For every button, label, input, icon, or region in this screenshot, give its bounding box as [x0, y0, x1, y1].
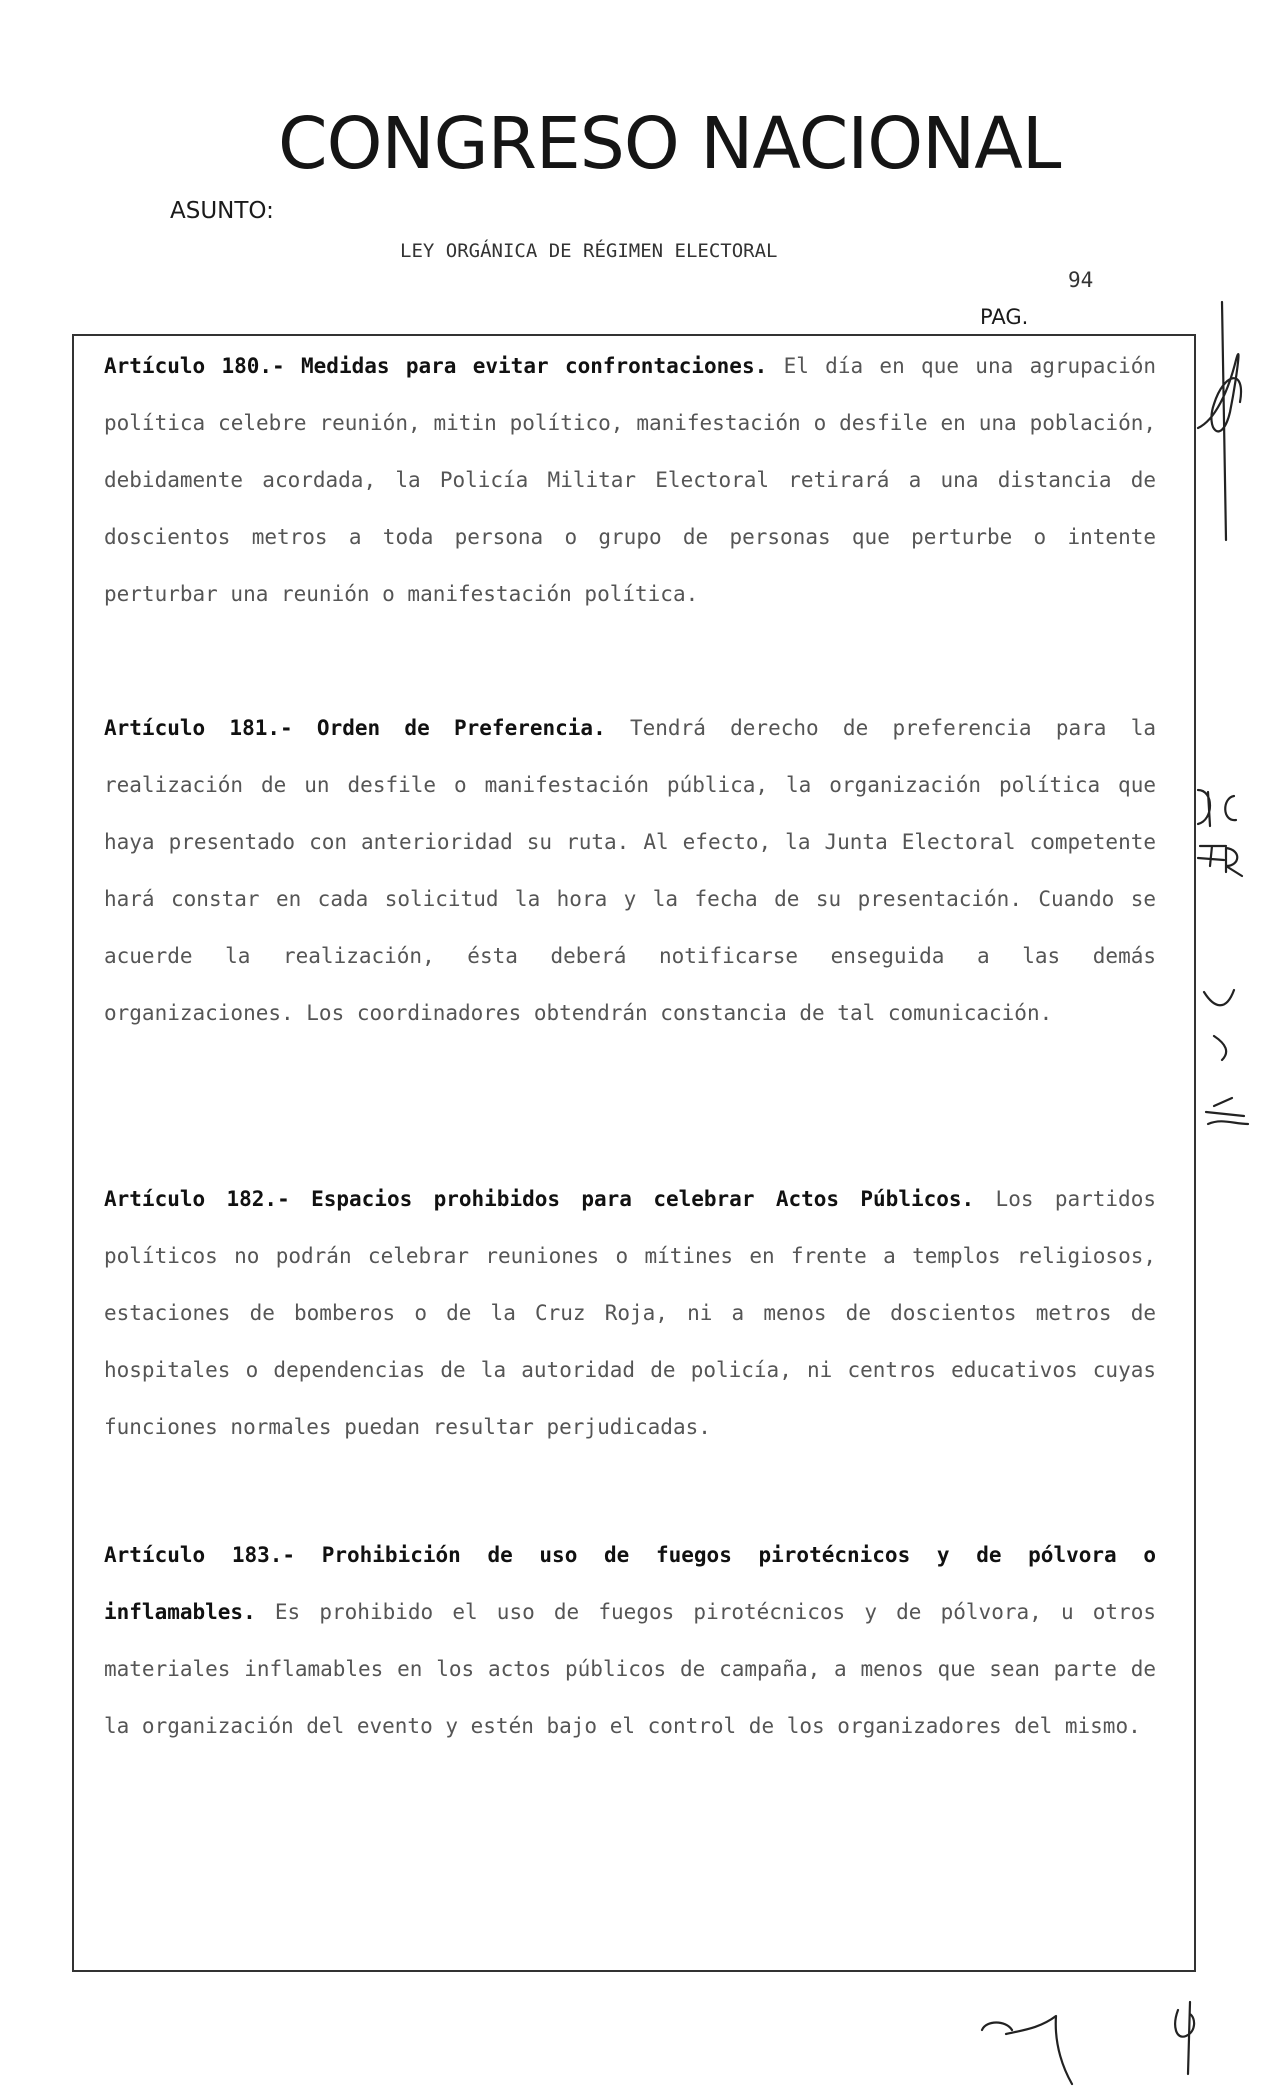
check-mark-2	[1206, 1098, 1248, 1124]
article-body: Los partidos políticos no podrán celebrar reuniones o mítines en frente a templos religiosos, estaciones de bomberos o de la Cruz Roja, ni a menos de doscientos metros de hospitales o dependencias de la autoridad de policía, ni centros educativos cuyas funciones normales puedan resultar perjudicadas.	[104, 1187, 1156, 1439]
article-body: Es prohibido el uso de fuegos pirotécnicos y de pólvora, u otros materiales inflamables en los actos públicos de campaña, a menos que sean parte de la organización del evento y estén bajo el control de los organizadores del mismo.	[104, 1600, 1156, 1738]
document-title: CONGRESO NACIONAL	[278, 102, 1061, 185]
page-number: 94	[1068, 268, 1094, 292]
article-heading: Artículo 180.- Medidas para evitar confrontaciones.	[104, 354, 768, 378]
article-182	[104, 1171, 1156, 1456]
footer-paraph-mark	[1175, 2002, 1194, 2074]
signature-top-right	[1198, 302, 1241, 540]
initials-mark-1	[1198, 790, 1236, 826]
article-body: El día en que una agrupación política celebre reunión, mitin político, manifestación o desfile en una población, debidamente acordada, la Policía Militar Electoral retirará a una distancia de doscientos metros a toda persona o grupo de personas que perturbe o intente perturbar una reunión o manifestación política.	[104, 354, 1156, 606]
article-183	[104, 1527, 1156, 1755]
asunto-label: ASUNTO:	[170, 198, 274, 224]
article-heading: Artículo 182.- Espacios prohibidos para celebrar Actos Públicos.	[104, 1187, 975, 1211]
article-181	[104, 700, 1156, 1042]
article-heading: Artículo 183.- Prohibición de uso de fuegos pirotécnicos y de pólvora o inflamables.	[104, 1543, 1156, 1624]
footer-initials-mark	[982, 2016, 1072, 2084]
asunto-value: LEY ORGÁNICA DE RÉGIMEN ELECTORAL	[400, 240, 778, 262]
article-heading: Artículo 181.- Orden de Preferencia.	[104, 716, 606, 740]
initials-mark-2	[1198, 846, 1242, 876]
article-180	[104, 338, 1156, 623]
pag-label: PAG.	[980, 305, 1029, 329]
check-mark-1	[1204, 990, 1234, 1060]
article-body: Tendrá derecho de preferencia para la realización de un desfile o manifestación pública, la organización política que haya presentado con anterioridad su ruta. Al efecto, la Junta Electoral competente hará constar en cada solicitud la hora y la fecha de su presentación. Cuando se acuerde la realización, ésta deberá notificarse enseguida a las demás organizaciones. Los coordinadores obtendrán constancia de tal comunicación.	[104, 716, 1156, 1025]
